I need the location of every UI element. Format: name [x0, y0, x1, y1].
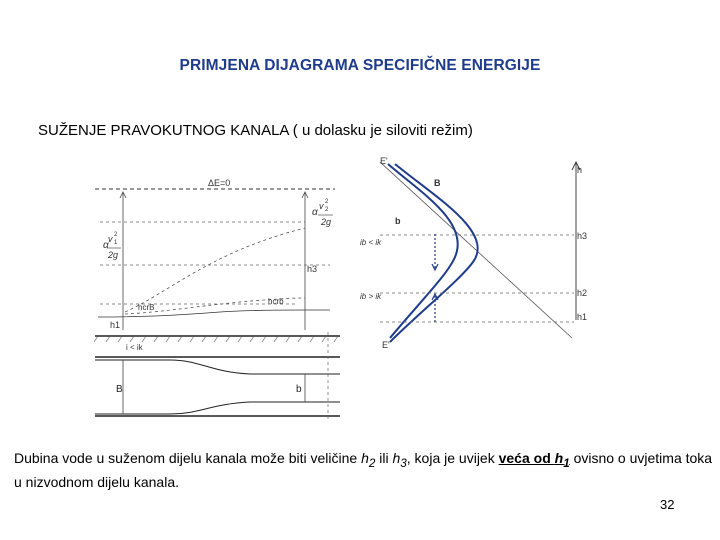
- twog-left: 2g: [108, 250, 119, 260]
- h2-right-label: h2: [577, 288, 588, 298]
- width-b-label: b: [296, 384, 302, 395]
- svg-text:2: 2: [325, 199, 329, 205]
- h3-right-label: h3: [577, 231, 588, 241]
- twog-right: 2g: [321, 217, 332, 227]
- svg-text:2: 2: [114, 232, 118, 238]
- h1-left-label: h1: [110, 320, 121, 330]
- specific-energy-diagram: [90, 152, 600, 422]
- alpha-left: α: [103, 240, 109, 251]
- alpha-right: α: [312, 207, 318, 218]
- caption-emphasis: veća od $h_1$: [498, 450, 570, 470]
- hcrb-label: hcrb: [268, 297, 284, 306]
- ib-lt-ik-label: ib < ik: [360, 238, 382, 247]
- e-bottom-label: E': [382, 340, 390, 350]
- page-number: 32: [660, 497, 675, 512]
- v1-label: v: [108, 234, 113, 244]
- curve-B-label: B: [434, 178, 441, 188]
- curve-b-label: b: [395, 216, 401, 226]
- slide-title: PRIMJENA DIJAGRAMA SPECIFIČNE ENERGIJE: [179, 57, 541, 74]
- h1-right-label: h1: [577, 312, 588, 322]
- h3-left-label: h3: [307, 264, 318, 274]
- svg-text:1: 1: [114, 240, 118, 246]
- width-B-label: B: [116, 384, 123, 395]
- ib-gt-ik-label: ib > ik: [360, 292, 382, 301]
- e-top-label: E': [380, 156, 388, 166]
- v2-label: v: [319, 201, 324, 211]
- delta-e-label: ΔE=0: [208, 178, 231, 188]
- caption-text: Dubina vode u suženom dijelu kanala može biti veličine $h_2$ ili $h_3$, koja je uvijek veća od $h_1$ ovisno o uvjetima toka u nizvodnom dijelu kanala.: [14, 450, 713, 490]
- hcrB-label: hcrB: [138, 303, 155, 312]
- h-axis-label: h: [577, 165, 583, 175]
- slope-label: i < ik: [126, 343, 143, 352]
- e-curve-b: [390, 164, 478, 342]
- svg-text:2: 2: [325, 207, 329, 213]
- slide-subtitle: SUŽENJE PRAVOKUTNOG KANALA ( u dolasku je siloviti režim): [38, 122, 473, 139]
- e-equals-h-line: [380, 162, 572, 338]
- diagram-svg: [90, 152, 600, 422]
